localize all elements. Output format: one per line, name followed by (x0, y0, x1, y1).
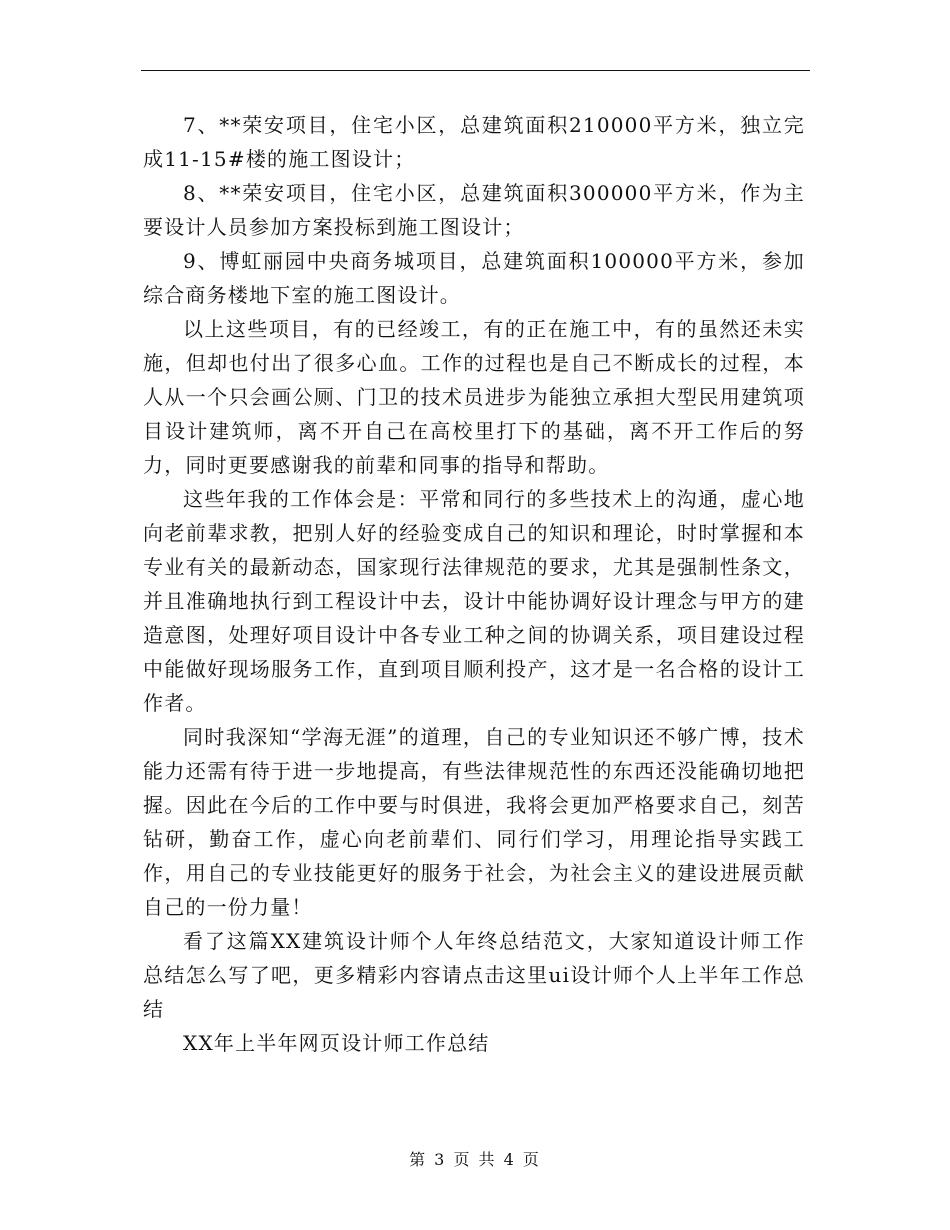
paragraph-project-8: 8、**荣安项目，住宅小区，总建筑面积300000平方米，作为主要设计人员参加方案投标到施工图设计； (143, 181, 805, 239)
paragraph-summary: 以上这些项目，有的已经竣工，有的正在施工中，有的虽然还未实施，但却也付出了很多心血。工作的过程也是自己不断成长的过程，本人从一个只会画公厕、门卫的技术员进步为能独立承担大型民用建筑项目设计建筑师，离不开自己在高校里打下的基础，离不开工作后的努力，同时更要感谢我的前辈和同事的指导和帮助。 (143, 317, 805, 477)
paragraph-project-9: 9、博虹丽园中央商务城项目，总建筑面积100000平方米，参加综合商务楼地下室的施工图设计。 (143, 249, 805, 307)
paragraph-related-title[interactable]: XX年上半年网页设计师工作总结 (183, 1031, 490, 1055)
page-number-footer: 第 3 页 共 4 页 (409, 1150, 541, 1169)
document-body (143, 108, 805, 1060)
header-rule (141, 70, 810, 71)
paragraph-project-7: 7、**荣安项目，住宅小区，总建筑面积210000平方米，独立完成11-15#楼的施工图设计； (143, 113, 805, 171)
paragraph-outlook: 同时我深知“学海无涯”的道理，自己的专业知识还不够广博，技术能力还需有待于进一步地提高，有些法律规范性的东西还没能确切地把握。因此在今后的工作中要与时俱进，我将会更加严格要求自己，刻苦钻研，勤奋工作，虚心向老前辈们、同行们学习，用理论指导实践工作，用自己的专业技能更好的服务于社会，为社会主义的建设进展贡献自己的一份力量！ (143, 725, 805, 919)
paragraph-related-link[interactable]: 看了这篇XX建筑设计师个人年终总结范文，大家知道设计师工作总结怎么写了吧，更多精彩内容请点击这里ui设计师个人上半年工作总结 (143, 929, 805, 1021)
paragraph-experience: 这些年我的工作体会是：平常和同行的多些技术上的沟通，虚心地向老前辈求教，把别人好的经验变成自己的知识和理论，时时掌握和本专业有关的最新动态，国家现行法律规范的要求，尤其是强制性条文，并且准确地执行到工程设计中去，设计中能协调好设计理念与甲方的建造意图，处理好项目设计中各专业工种之间的协调关系，项目建设过程中能做好现场服务工作，直到项目顺利投产，这才是一名合格的设计工作者。 (143, 487, 805, 715)
